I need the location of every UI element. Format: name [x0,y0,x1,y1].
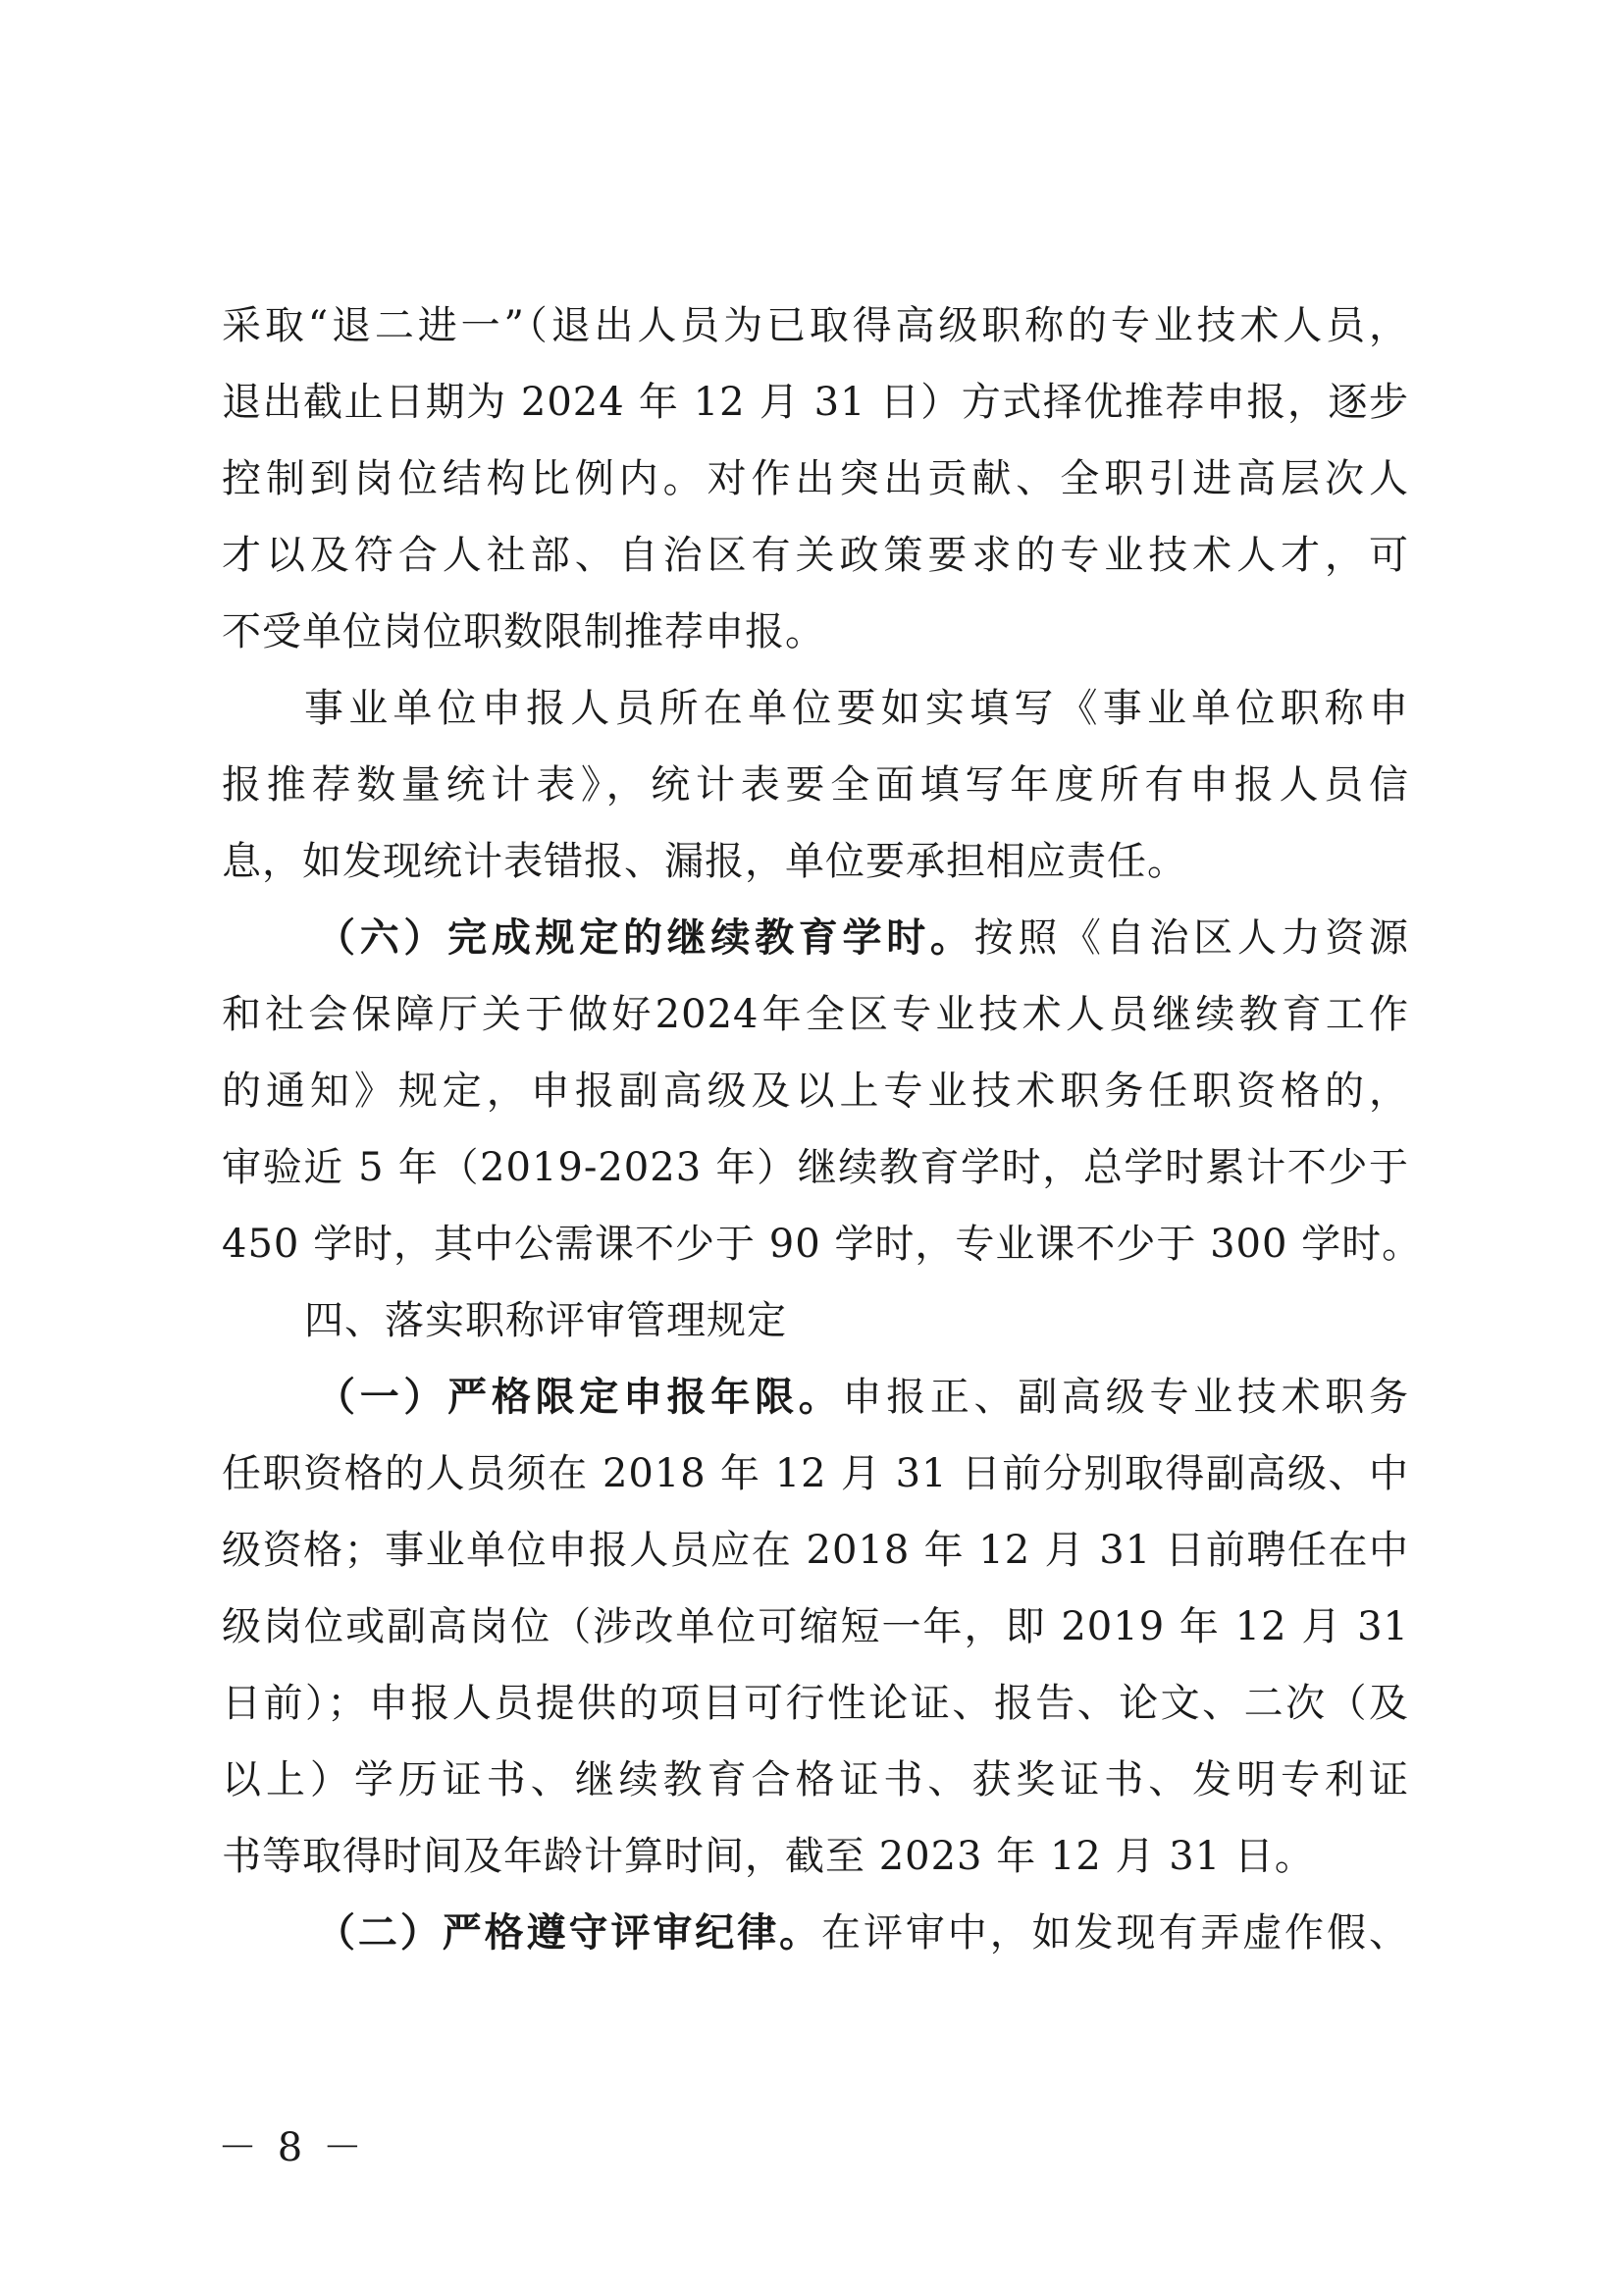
page-number: － 8 － [218,2125,366,2170]
body-line-20: 以上）学历证书、继续教育合格证书、获奖证书、发明专利证 [222,1757,1409,1802]
section-six-line [316,913,1409,963]
body-line-2: 退出截止日期为 2024 年 12 月 31 日）方式择优推荐申报，逐步 [222,380,1409,425]
body-line-21: 书等取得时间及年龄计算时间，截至 2023 年 12 月 31 日。 [222,1834,1315,1879]
body-line-4: 才以及符合人社部、自治区有关政策要求的专业技术人才，可 [222,533,1409,578]
body-line-16: 任职资格的人员须在 2018 年 12 月 31 日前分别取得副高级、中 [222,1451,1409,1496]
body-line-13: 450 学时，其中公需课不少于 90 学时，专业课不少于 300 学时。 [222,1222,1423,1267]
body-line-5: 不受单位岗位职数限制推荐申报。 [222,609,825,654]
section-two-line [316,1908,1409,1957]
body-line-17: 级资格；事业单位申报人员应在 2018 年 12 月 31 日前聘任在中 [222,1528,1409,1573]
body-line-18: 级岗位或副高岗位（涉改单位可缩短一年，即 2019 年 12 月 31 [222,1604,1409,1649]
body-line-6: 事业单位申报人员所在单位要如实填写《事业单位职称申 [304,686,1409,731]
section-one-text: 申报正、副高级专业技术职务 [842,1375,1409,1420]
body-line-10: 和社会保障厅关于做好2024年全区专业技术人员继续教育工作 [222,992,1409,1037]
body-line-11: 的通知》规定，申报副高级及以上专业技术职务任职资格的， [222,1069,1409,1114]
section-six-heading: （六）完成规定的继续教育学时。 [316,914,974,961]
body-line-8: 息，如发现统计表错报、漏报，单位要承担相应责任。 [222,839,1187,884]
body-line-7: 报推荐数量统计表》，统计表要全面填写年度所有申报人员信 [222,762,1409,808]
body-line-19: 日前）；申报人员提供的项目可行性论证、报告、论文、二次（及 [222,1681,1409,1726]
section-two-heading: （二）严格遵守评审纪律。 [316,1909,822,1956]
section-two-text: 在评审中，如发现有弄虚作假、 [821,1910,1410,1956]
body-line-1: 采取“退二进一”（退出人员为已取得高级职称的专业技术人员， [222,303,1409,348]
section-four-heading: 四、落实职称评审管理规定 [304,1298,787,1343]
section-one-heading: （一）严格限定申报年限。 [316,1374,843,1420]
section-six-text: 按照《自治区人力资源 [973,915,1409,961]
body-line-3: 控制到岗位结构比例内。对作出突出贡献、全职引进高层次人 [222,456,1409,501]
section-one-line [316,1373,1409,1422]
body-line-12: 审验近 5 年（2019-2023 年）继续教育学时，总学时累计不少于 [222,1145,1409,1190]
